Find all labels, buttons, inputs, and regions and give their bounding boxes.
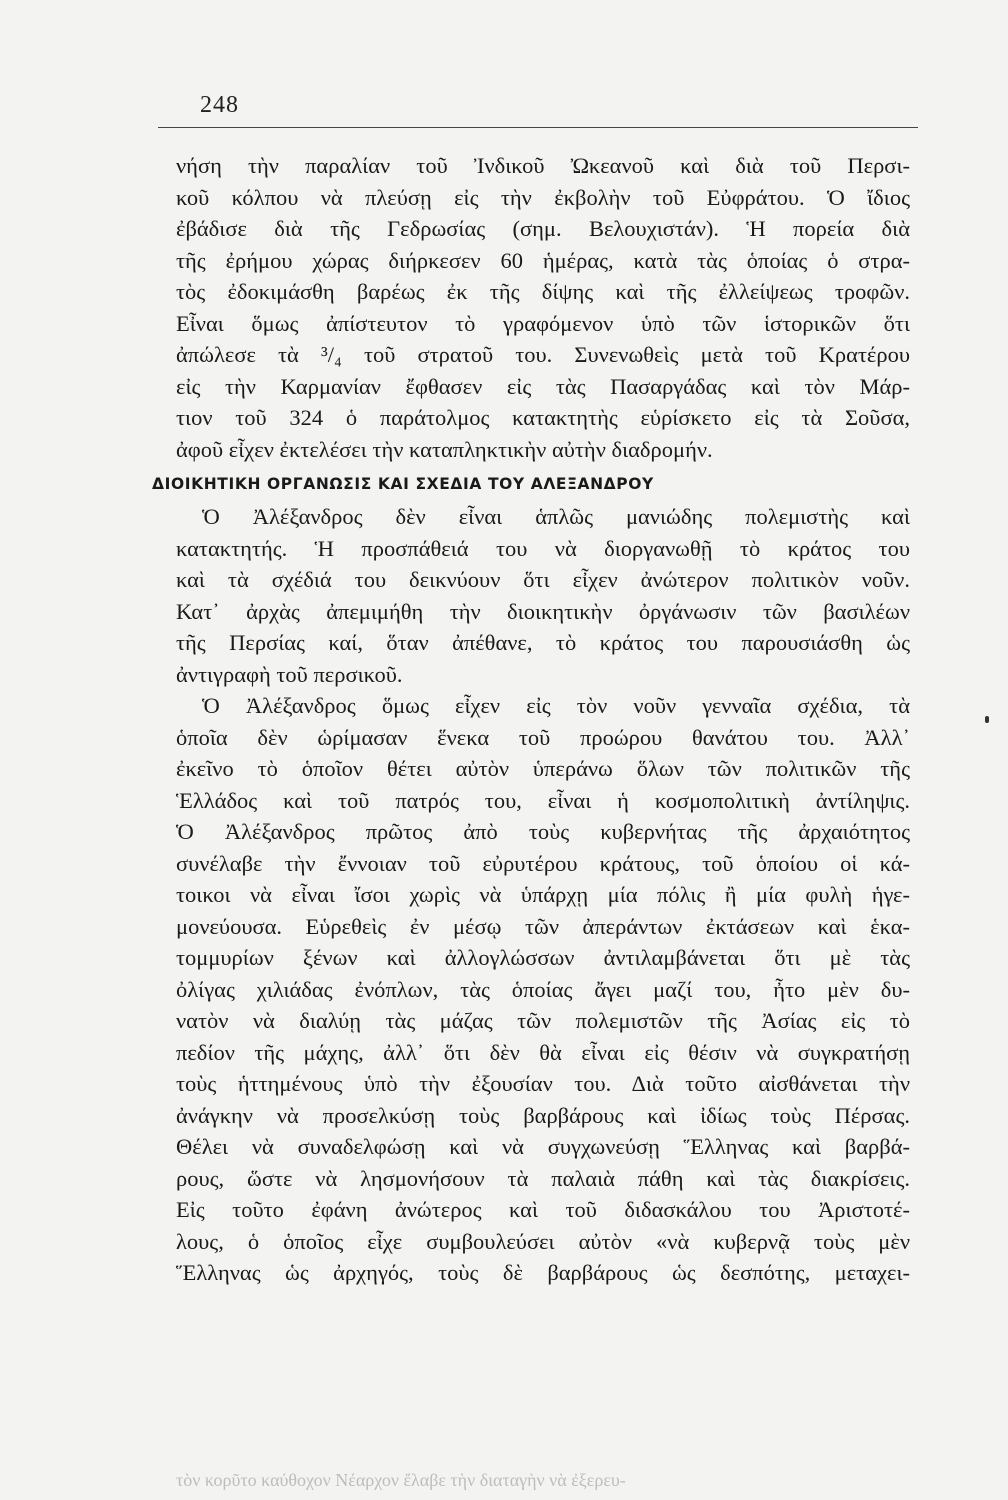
text-line: ἀνάγκην νὰ προσελκύσῃ τοὺς βαρβάρους καὶ ἰδίως τοὺς Πέρσας. — [176, 1102, 910, 1128]
text-line: ὀλίγας χιλιάδας ἐνόπλων, τὰς ὁποίας ἄγει μαζί του, ἦτο μὲν δυ- — [176, 976, 910, 1002]
text-line: Κατ᾿ ἀρχὰς ἀπεμιμήθη τὴν διοικητικὴν ὀργάνωσιν τῶν βασιλέων — [176, 598, 910, 624]
text-line: λους, ὁ ὁποῖος εἶχε συμβουλεύσει αὐτὸν «νὰ κυβερνᾷ τοὺς μὲν — [176, 1228, 910, 1254]
text-line: νατὸν νὰ διαλύῃ τὰς μάζας τῶν πολεμιστῶν τῆς Ἀσίας εἰς τὸ — [176, 1008, 910, 1033]
text-line: Εἰς τοῦτο ἐφάνη ἀνώτερος καὶ τοῦ διδασκάλου του Ἀριστοτέ- — [176, 1197, 910, 1222]
text-line: Εἶναι ὅμως ἀπίστευτον τὸ γραφόμενον ὑπὸ τῶν ἱστορικῶν ὅτι — [176, 310, 910, 336]
header-rule — [158, 127, 918, 128]
text-line: ρους, ὥστε νὰ λησμονήσουν τὰ παλαιὰ πάθη καὶ τὰς διακρίσεις. — [176, 1165, 910, 1191]
text-line: ἀπώλεσε τὰ ³/₄ τοῦ στρατοῦ του. Συνενωθεὶς μετὰ τοῦ Κρατέρου — [176, 342, 910, 367]
page-number: 248 — [200, 92, 239, 118]
text-line: συνέλαβε τὴν ἔννοιαν τοῦ εὐρυτέρου κράτους, τοῦ ὁποίου οἱ κά- — [176, 850, 910, 876]
body-text — [152, 150, 910, 1289]
text-line: τοικοι νὰ εἶναι ἴσοι χωρὶς νὰ ὑπάρχῃ μία πόλις ἢ μία φυλὴ ἡγε- — [176, 882, 910, 907]
text-line: εἰς τὴν Καρμανίαν ἔφθασεν εἰς τὰς Πασαργάδας καὶ τὸν Μάρ- — [176, 373, 910, 399]
text-line: Ὁ Ἀλέξανδρος ὅμως εἶχεν εἰς τὸν νοῦν γενναῖα σχέδια, τὰ — [202, 693, 910, 718]
section-heading: ΔΙΟΙΚΗΤΙΚΗ ΟΡΓΑΝΩΣΙΣ ΚΑΙ ΣΧΕΔΙΑ ΤΟΥ ΑΛΕΞΑΝΔΡΟΥ — [152, 475, 654, 493]
text-line: κοῦ κόλπου νὰ πλεύσῃ εἰς τὴν ἐκβολὴν τοῦ Εὐφράτου. Ὁ ἴδιος — [176, 184, 910, 210]
text-line: τιον τοῦ 324 ὁ παράτολμος κατακτητὴς εὑρίσκετο εἰς τὰ Σοῦσα, — [176, 405, 910, 430]
text-line: ἀντιγραφὴ τοῦ περσικοῦ. — [176, 661, 403, 687]
text-line: νήση τὴν παραλίαν τοῦ Ἰνδικοῦ Ὠκεανοῦ καὶ διὰ τοῦ Περσι- — [176, 153, 910, 178]
text-line: τὸς ἐδοκιμάσθη βαρέως ἐκ τῆς δίψης καὶ τῆς ἐλλείψεως τροφῶν. — [176, 279, 910, 304]
text-line: τῆς Περσίας καί, ὅταν ἀπέθανε, τὸ κράτος του παρουσιάσθη ὡς — [176, 630, 910, 655]
text-line: ἐκεῖνο τὸ ὁποῖον θέτει αὐτὸν ὑπεράνω ὅλων τῶν πολιτικῶν τῆς — [176, 756, 910, 781]
text-line: κατακτητής. Ἡ προσπάθειά του νὰ διοργανωθῇ τὸ κράτος του — [176, 535, 910, 561]
text-line: καὶ τὰ σχέδιά του δεικνύουν ὅτι εἶχεν ἀνώτερον πολιτικὸν νοῦν. — [176, 567, 910, 592]
text-line: τῆς ἐρήμου χώρας διήρκεσεν 60 ἡμέρας, κατὰ τὰς ὁποίας ὁ στρα- — [176, 247, 910, 273]
text-line: τοὺς ἡττημένους ὑπὸ τὴν ἐξουσίαν του. Διὰ τοῦτο αἰσθάνεται τὴν — [176, 1071, 910, 1096]
text-line: Ὁ Ἀλέξανδρος πρῶτος ἀπὸ τοὺς κυβερνήτας τῆς ἀρχαιότητος — [176, 819, 910, 844]
text-line: ὁποῖα δὲν ὡρίμασαν ἕνεκα τοῦ προώρου θανάτου του. Ἀλλ᾿ — [176, 724, 910, 750]
ink-speck — [985, 716, 989, 723]
text-line: πεδίον τῆς μάχης, ἀλλ᾿ ὅτι δὲν θὰ εἶναι εἰς θέσιν νὰ συγκρατήσῃ — [176, 1039, 910, 1065]
text-line: Θέλει νὰ συναδελφώσῃ καὶ νὰ συγχωνεύσῃ Ἕλληνας καὶ βαρβά- — [176, 1134, 910, 1159]
text-line: τομμυρίων ξένων καὶ ἀλλογλώσσων ἀντιλαμβάνεται ὅτι μὲ τὰς — [176, 945, 910, 970]
text-line: Ἕλληνας ὡς ἀρχηγός, τοὺς δὲ βαρβάρους ὡς δεσπότης, μεταχει- — [176, 1260, 910, 1285]
text-line: μονεύουσα. Εὑρεθεὶς ἐν μέσῳ τῶν ἀπεράντων ἐκτάσεων καὶ ἑκα- — [176, 913, 910, 939]
text-line: ἐβάδισε διὰ τῆς Γεδρωσίας (σημ. Βελουχιστάν). Ἡ πορεία διὰ — [176, 216, 910, 241]
text-line: Ἑλλάδος καὶ τοῦ πατρός του, εἶναι ἡ κοσμοπολιτικὴ ἀντίληψις. — [176, 787, 910, 813]
text-line: Ὁ Ἀλέξανδρος δὲν εἶναι ἁπλῶς μανιώδης πολεμιστὴς καὶ — [202, 504, 910, 529]
bleed-through-text: τὸν κορῦτο καύθοχον Νέαρχον ἔλαβε τὴν διαταγὴν νὰ ἐξερευ- — [176, 1470, 626, 1490]
text-line: ἀφοῦ εἶχεν ἐκτελέσει τὴν καταπληκτικὴν αὐτὴν διαδρομήν. — [176, 436, 713, 462]
